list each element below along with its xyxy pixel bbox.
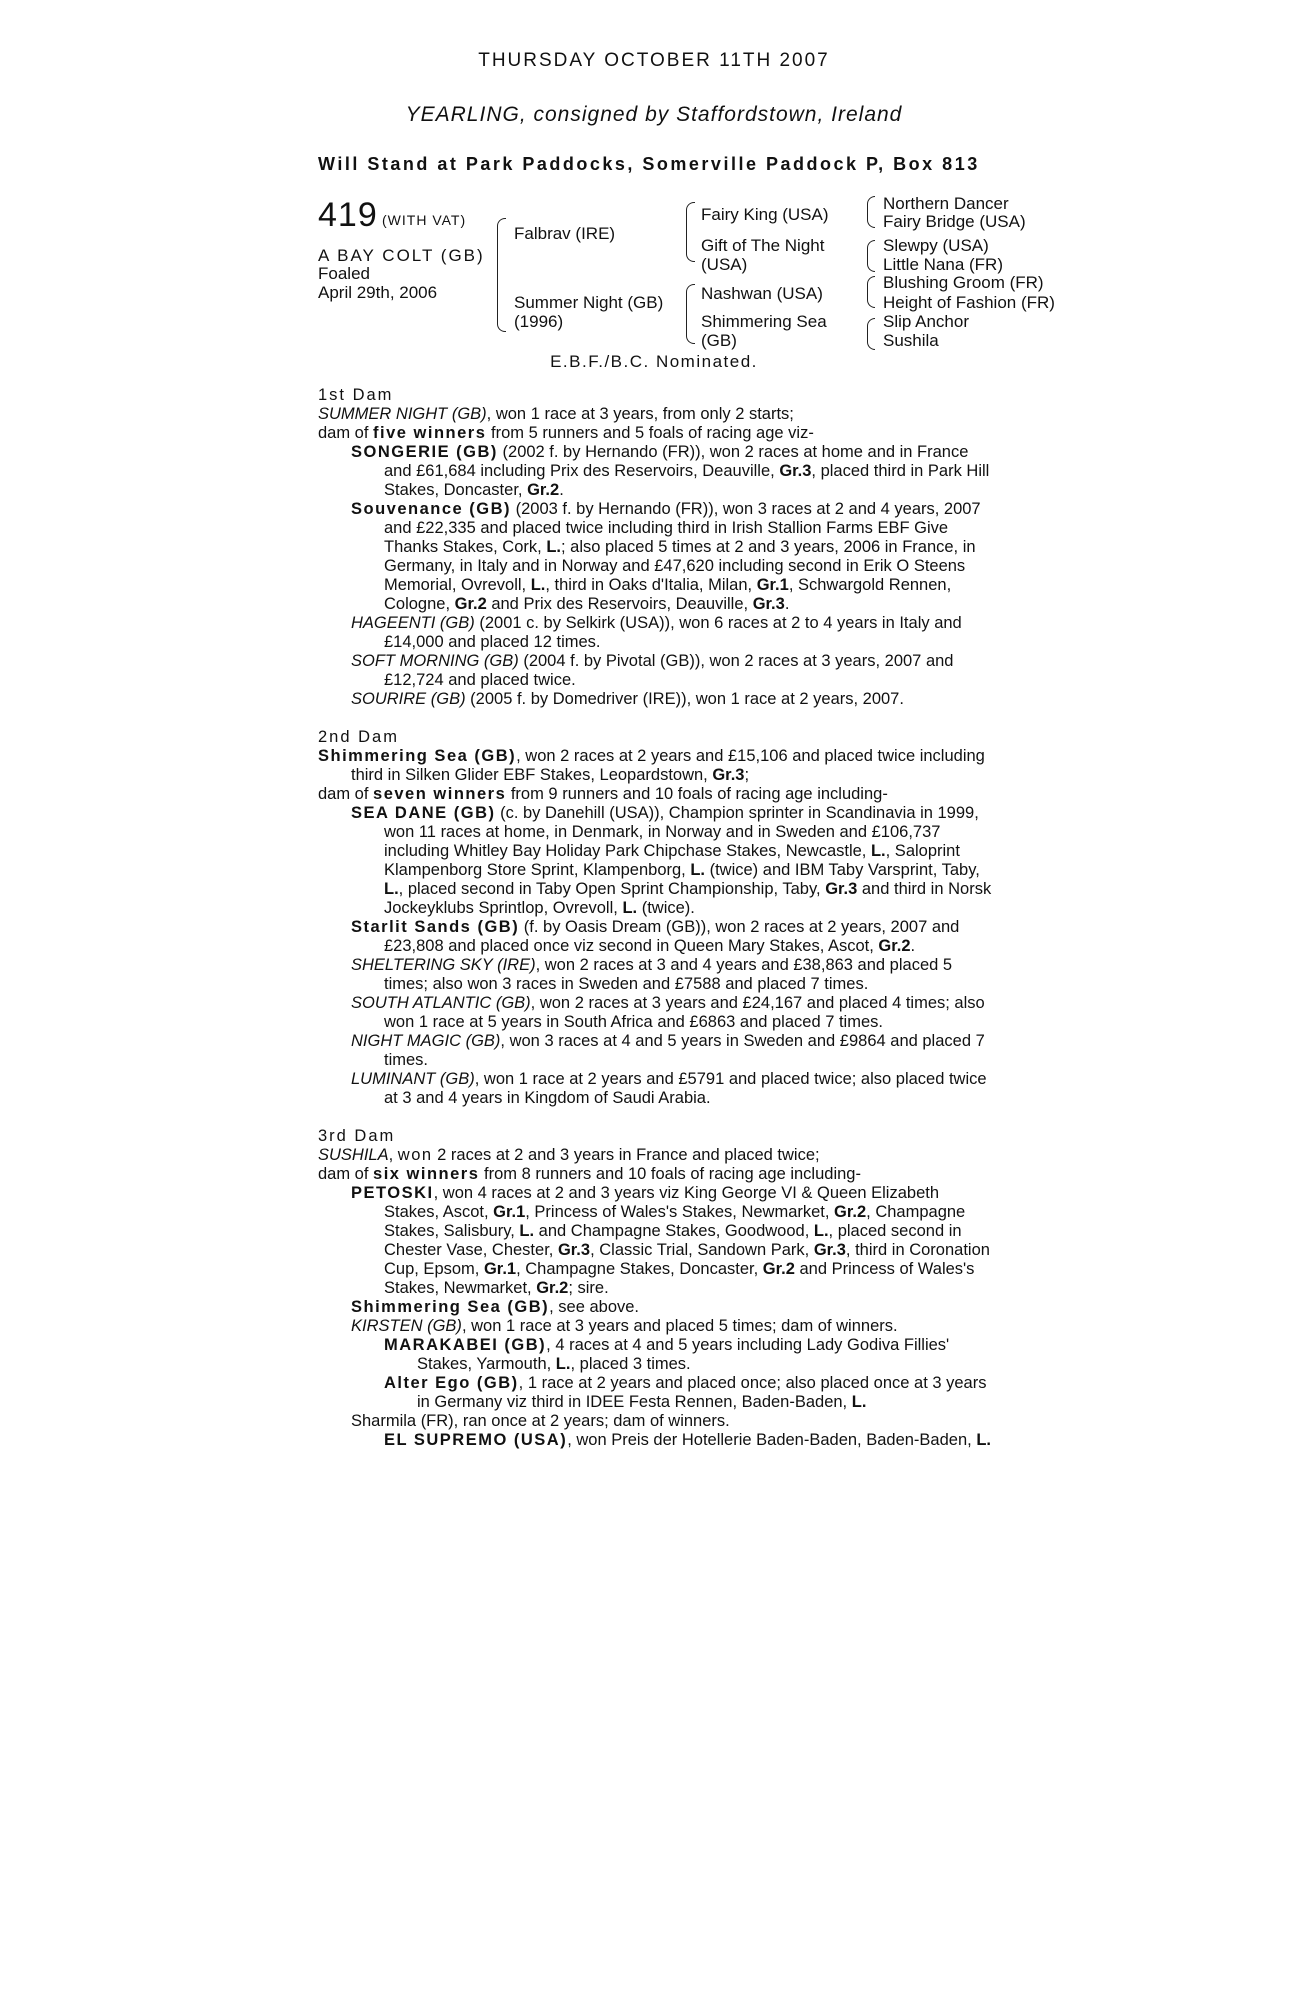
lot-name: A BAY COLT (GB) [318,246,485,265]
first-dam-entry: SONGERIE (GB) (2002 f. by Hernando (FR)), won 2 races at home and in France and £61,684 including Prix des Reservoirs, Deauville, Gr.3, placed third in Park Hill Stakes, Doncaster, Gr.2. [351,443,990,499]
pedigree-g3-8: Sushila [883,331,939,350]
nomination-note: E.B.F./B.C. Nominated. [550,352,758,371]
first-dam-entry: SOFT MORNING (GB) (2004 f. by Pivotal (GB)), won 2 races at 3 years, 2007 and £12,724 and placed twice. [351,652,954,689]
third-dam-sub-entry: MARAKABEI (GB), 4 races at 4 and 5 years including Lady Godiva Fillies' Stakes, Yarmouth, L., placed 3 times. [384,1336,950,1373]
foaled-label: Foaled [318,264,370,283]
pedigree-g3-1: Northern Dancer [883,194,1009,213]
third-dam-entry: Sharmila (FR), ran once at 2 years; dam of winners. [351,1412,730,1430]
second-dam-entry: NIGHT MAGIC (GB), won 3 races at 4 and 5 years in Sweden and £9864 and placed 7 times. [351,1032,985,1069]
third-dam-entry: Shimmering Sea (GB), see above. [351,1298,640,1316]
pedigree-g3-2: Fairy Bridge (USA) [883,212,1026,231]
second-dam-line: Shimmering Sea (GB), won 2 races at 2 years and £15,106 and placed twice including third in Silken Glider EBF Stakes, Leopardstown, Gr.3; [318,747,985,784]
brace-sire [686,202,695,262]
first-dam-entry: Souvenance (GB) (2003 f. by Hernando (FR)), won 3 races at 2 and 4 years, 2007 and £22,335 and placed twice including third in Irish Stallion Farms EBF Give Thanks Stakes, Cork, L.; also placed 5 times at 2 and 3 years, 2006 in France, in Germany, in Italy and in Norway and £47,620 including second in Erik O Steens Memorial, Ovrevoll, L., third in Oaks d'Italia, Milan, Gr.1, Schwargold Rennen, Cologne, Gr.2 and Prix des Reservoirs, Deauville, Gr.3. [351,500,981,613]
second-dam-entry: LUMINANT (GB), won 1 race at 2 years and £5791 and placed twice; also placed twice at 3 and 4 years in Kingdom of Saudi Arabia. [351,1070,987,1107]
vat-note: (WITH VAT) [382,212,467,228]
third-dam-line: SUSHILA, won 2 races at 2 and 3 years in France and placed twice; [318,1146,820,1164]
second-dam-entry: Starlit Sands (GB) (f. by Oasis Dream (GB)), won 2 races at 2 years, 2007 and £23,808 and placed once viz second in Queen Mary Stakes, Ascot, Gr.2. [351,918,960,955]
consignor-line: YEARLING, consigned by Staffordstown, Ireland [405,103,903,126]
pedigree-dam: Summer Night (GB) [514,293,664,312]
pedigree-sire: Falbrav (IRE) [514,224,616,243]
third-dam-sub-entry: EL SUPREMO (USA), won Preis der Hotellerie Baden-Baden, Baden-Baden, L. [384,1431,991,1449]
pedigree-dam-year: (1996) [514,312,564,331]
third-dam-produce-summary: dam of six winners from 8 runners and 10 foals of racing age including- [318,1165,861,1183]
pedigree-dam-sire: Nashwan (USA) [701,284,823,303]
second-dam-produce-summary: dam of seven winners from 9 runners and 10 foals of racing age including- [318,785,888,803]
brace-ss [867,196,875,228]
brace-sd [867,240,875,272]
catalogue-body [318,386,998,1450]
first-dam-title: 1st Dam [318,386,394,404]
third-dam-title: 3rd Dam [318,1127,396,1145]
first-dam-line: SUMMER NIGHT (GB), won 1 race at 3 years, from only 2 starts; [318,405,794,423]
brace-ds [867,276,875,308]
pedigree-dam-dam-country: (GB) [701,331,737,350]
pedigree-g3-5: Blushing Groom (FR) [883,273,1044,292]
sale-date: THURSDAY OCTOBER 11TH 2007 [478,50,830,71]
pedigree-g3-3: Slewpy (USA) [883,236,989,255]
pedigree-g3-4: Little Nana (FR) [883,255,1003,274]
first-dam-entry: SOURIRE (GB) (2005 f. by Domedriver (IRE)), won 1 race at 2 years, 2007. [351,690,904,708]
second-dam-entry: SOUTH ATLANTIC (GB), won 2 races at 3 years and £24,167 and placed 4 times; also won 1 race at 5 years in South Africa and £6863 and placed 7 times. [351,994,985,1031]
third-dam-entry: PETOSKI, won 4 races at 2 and 3 years viz King George VI & Queen Elizabeth Stakes, Ascot, Gr.1, Princess of Wales's Stakes, Newmarket, Gr.2, Champagne Stakes, Salisbury, L. and Champagne Stakes, Goodwood, L., placed second in Chester Vase, Chester, Gr.3, Classic Trial, Sandown Park, Gr.3, third in Coronation Cup, Epsom, Gr.1, Champagne Stakes, Doncaster, Gr.2 and Princess of Wales's Stakes, Newmarket, Gr.2; sire. [351,1184,990,1297]
first-dam-produce-summary: dam of five winners from 5 runners and 5 foals of racing age viz- [318,424,814,442]
pedigree-g3-7: Slip Anchor [883,312,969,331]
foal-date: April 29th, 2006 [318,283,438,302]
stand-location: Will Stand at Park Paddocks, Somerville Paddock P, Box 813 [318,154,980,174]
lot-number: 419 [318,196,378,234]
pedigree-g3-6: Height of Fashion (FR) [883,293,1055,312]
pedigree-sire-sire: Fairy King (USA) [701,205,829,224]
pedigree-sire-dam: Gift of The Night [701,236,825,255]
first-dam-entry: HAGEENTI (GB) (2001 c. by Selkirk (USA)), won 6 races at 2 to 4 years in Italy and £14,000 and placed 12 times. [351,614,962,651]
second-dam-entry: SEA DANE (GB) (c. by Danehill (USA)), Champion sprinter in Scandinavia in 1999, won 11 races at home, in Denmark, in Norway and in Sweden and £106,737 including Whitley Bay Holiday Park Chipchase Stakes, Newcastle, L., Saloprint Klampenborg Store Sprint, Klampenborg, L. (twice) and IBM Taby Varsprint, Taby, L., placed second in Taby Open Sprint Championship, Taby, Gr.3 and third in Norsk Jockeyklubs Sprintlop, Ovrevoll, L. (twice). [351,804,992,917]
second-dam-title: 2nd Dam [318,728,399,746]
pedigree-sire-dam-country: (USA) [701,255,748,274]
third-dam-entry: KIRSTEN (GB), won 1 race at 3 years and placed 5 times; dam of winners. [351,1317,898,1335]
pedigree-dam-dam: Shimmering Sea [701,312,827,331]
second-dam-entry: SHELTERING SKY (IRE), won 2 races at 3 and 4 years and £38,863 and placed 5 times; also won 3 races in Sweden and £7588 and placed 7 times. [351,956,953,993]
brace-gen1 [497,218,506,332]
brace-dd [867,318,875,350]
third-dam-sub-entry: Alter Ego (GB), 1 race at 2 years and placed once; also placed once at 3 years in Germany viz third in IDEE Festa Rennen, Baden-Baden, L. [384,1374,987,1411]
brace-dam [686,284,695,344]
